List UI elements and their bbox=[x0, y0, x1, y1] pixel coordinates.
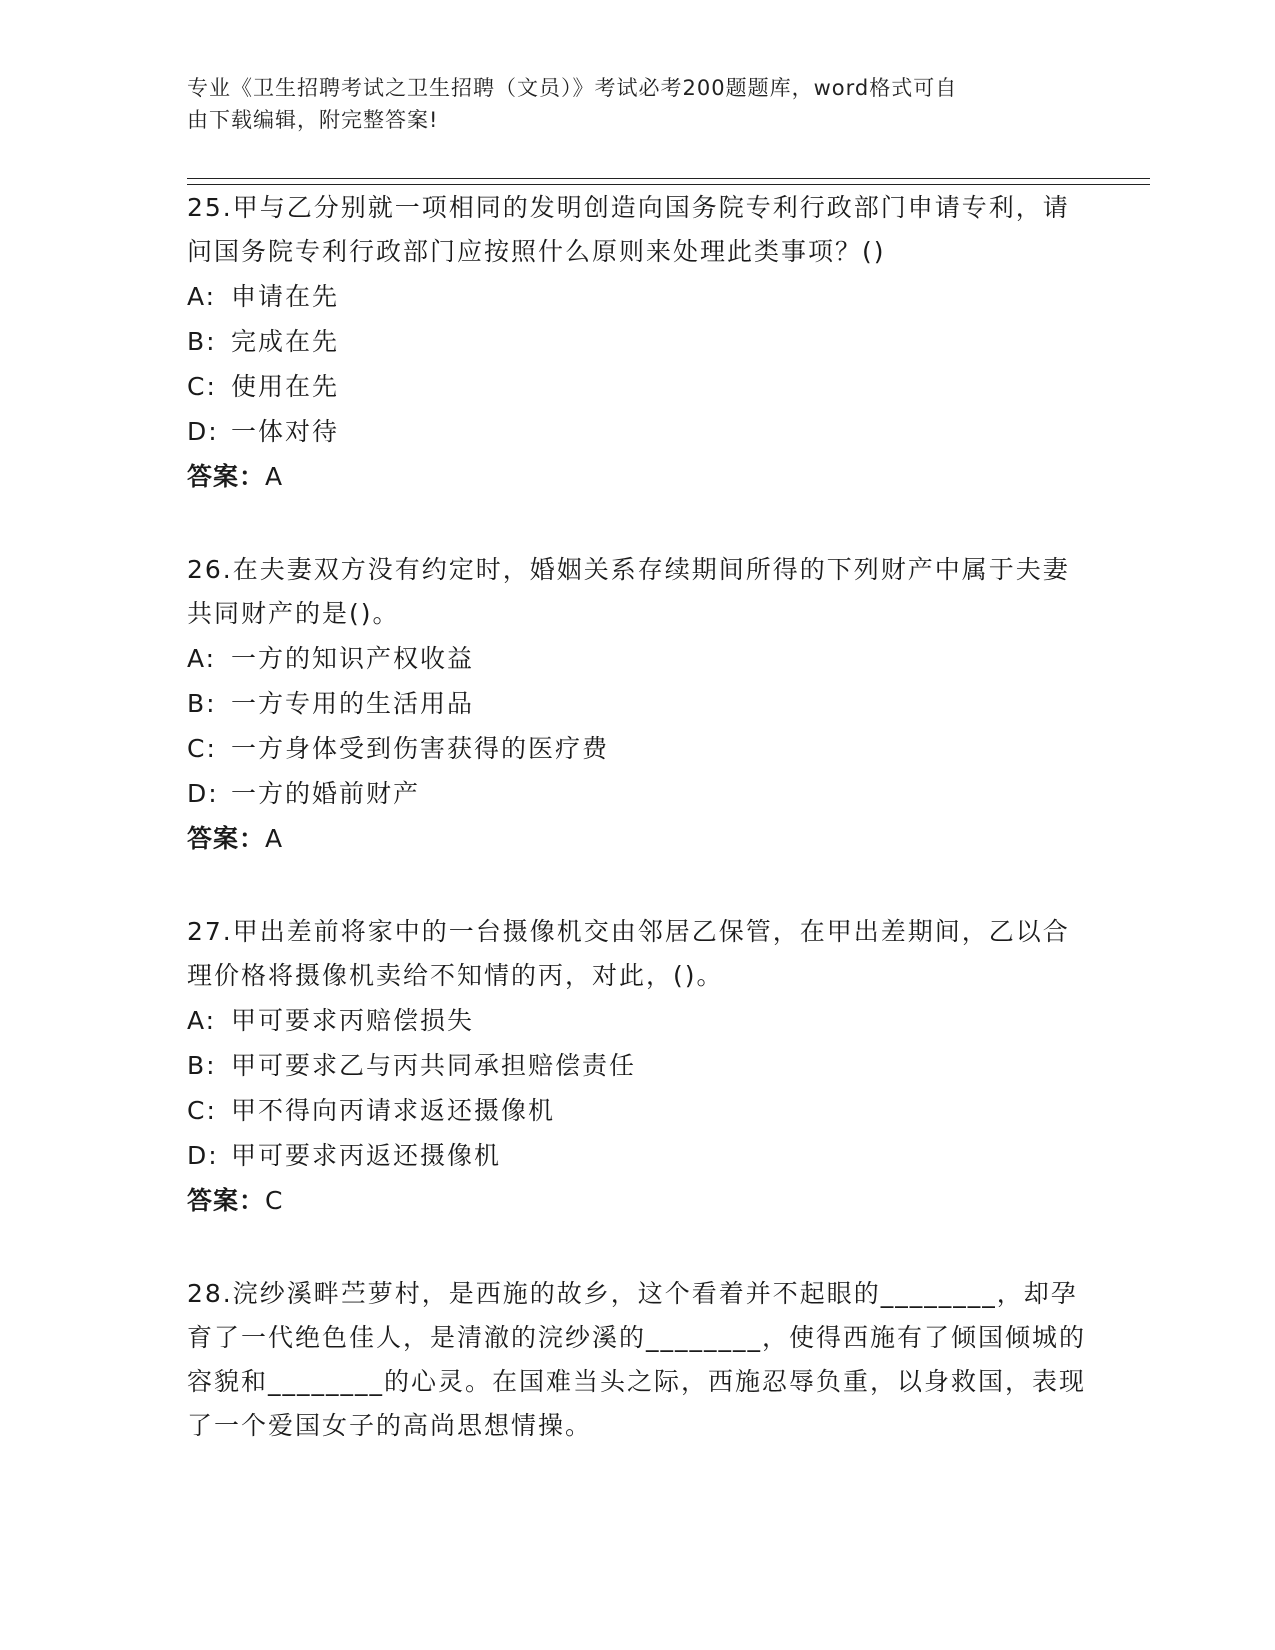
option-text: 甲可要求丙返还摄像机 bbox=[231, 1141, 502, 1170]
option-d bbox=[187, 1133, 1087, 1178]
question-text: 27.甲出差前将家中的一台摄像机交由邻居乙保管，在甲出差期间，乙以合理价格将摄像机卖给不知情的丙，对此，()。 bbox=[187, 917, 1070, 990]
option-letter: D: bbox=[187, 1141, 219, 1170]
option-letter: D: bbox=[187, 417, 219, 446]
option-text: 申请在先 bbox=[231, 282, 340, 311]
option-text: 甲不得向丙请求返还摄像机 bbox=[231, 1096, 556, 1125]
option-letter: C: bbox=[187, 372, 217, 401]
question-27 bbox=[187, 910, 1087, 1223]
option-text: 一方的婚前财产 bbox=[231, 779, 421, 808]
answer-line bbox=[187, 1178, 1087, 1223]
answer-label: 答案： bbox=[187, 462, 266, 491]
question-26 bbox=[187, 548, 1087, 861]
question-28 bbox=[187, 1272, 1087, 1448]
answer-label: 答案： bbox=[187, 824, 266, 853]
option-a bbox=[187, 274, 1087, 319]
option-text: 甲可要求丙赔偿损失 bbox=[231, 1006, 475, 1035]
option-c bbox=[187, 1088, 1087, 1133]
option-letter: B: bbox=[187, 327, 217, 356]
option-c bbox=[187, 364, 1087, 409]
option-letter: C: bbox=[187, 1096, 217, 1125]
option-b bbox=[187, 1043, 1087, 1088]
answer-value: A bbox=[265, 462, 284, 491]
option-b bbox=[187, 319, 1087, 364]
option-text: 一方身体受到伤害获得的医疗费 bbox=[231, 734, 610, 763]
header-line-1: 专业《卫生招聘考试之卫生招聘（文员）》考试必考200题题库，word格式可自 bbox=[187, 76, 958, 100]
option-text: 一体对待 bbox=[231, 417, 340, 446]
option-text: 甲可要求乙与丙共同承担赔偿责任 bbox=[231, 1051, 637, 1080]
option-letter: B: bbox=[187, 1051, 217, 1080]
option-text: 一方专用的生活用品 bbox=[231, 689, 475, 718]
option-letter: A: bbox=[187, 282, 217, 311]
option-letter: C: bbox=[187, 734, 217, 763]
header-divider-bottom bbox=[187, 184, 1150, 185]
header-line-2: 由下载编辑，附完整答案! bbox=[187, 108, 439, 132]
option-text: 完成在先 bbox=[231, 327, 340, 356]
option-letter: A: bbox=[187, 1006, 217, 1035]
option-text: 一方的知识产权收益 bbox=[231, 644, 475, 673]
option-b bbox=[187, 681, 1087, 726]
option-letter: D: bbox=[187, 779, 219, 808]
option-a bbox=[187, 998, 1087, 1043]
answer-label: 答案： bbox=[187, 1186, 266, 1215]
option-letter: A: bbox=[187, 644, 217, 673]
option-a bbox=[187, 636, 1087, 681]
option-letter: B: bbox=[187, 689, 217, 718]
answer-line bbox=[187, 816, 1087, 861]
question-text: 28.浣纱溪畔苎萝村，是西施的故乡，这个看着并不起眼的________，却孕育了一代绝色佳人，是清澈的浣纱溪的________，使得西施有了倾国倾城的容貌和________的心灵。在国难当头之际，西施忍辱负重，以身救国，表现了一个爱国女子的高尚思想情操。 bbox=[187, 1279, 1087, 1440]
answer-value: A bbox=[265, 824, 284, 853]
question-25 bbox=[187, 186, 1087, 499]
header-divider-top bbox=[187, 178, 1150, 179]
option-text: 使用在先 bbox=[231, 372, 340, 401]
document-header bbox=[187, 72, 1087, 136]
question-text: 26.在夫妻双方没有约定时，婚姻关系存续期间所得的下列财产中属于夫妻共同财产的是()。 bbox=[187, 555, 1070, 628]
question-text: 25.甲与乙分别就一项相同的发明创造向国务院专利行政部门申请专利，请问国务院专利行政部门应按照什么原则来处理此类事项？() bbox=[187, 193, 1070, 266]
option-d bbox=[187, 771, 1087, 816]
answer-value: C bbox=[265, 1186, 284, 1215]
answer-line bbox=[187, 454, 1087, 499]
option-c bbox=[187, 726, 1087, 771]
option-d bbox=[187, 409, 1087, 454]
